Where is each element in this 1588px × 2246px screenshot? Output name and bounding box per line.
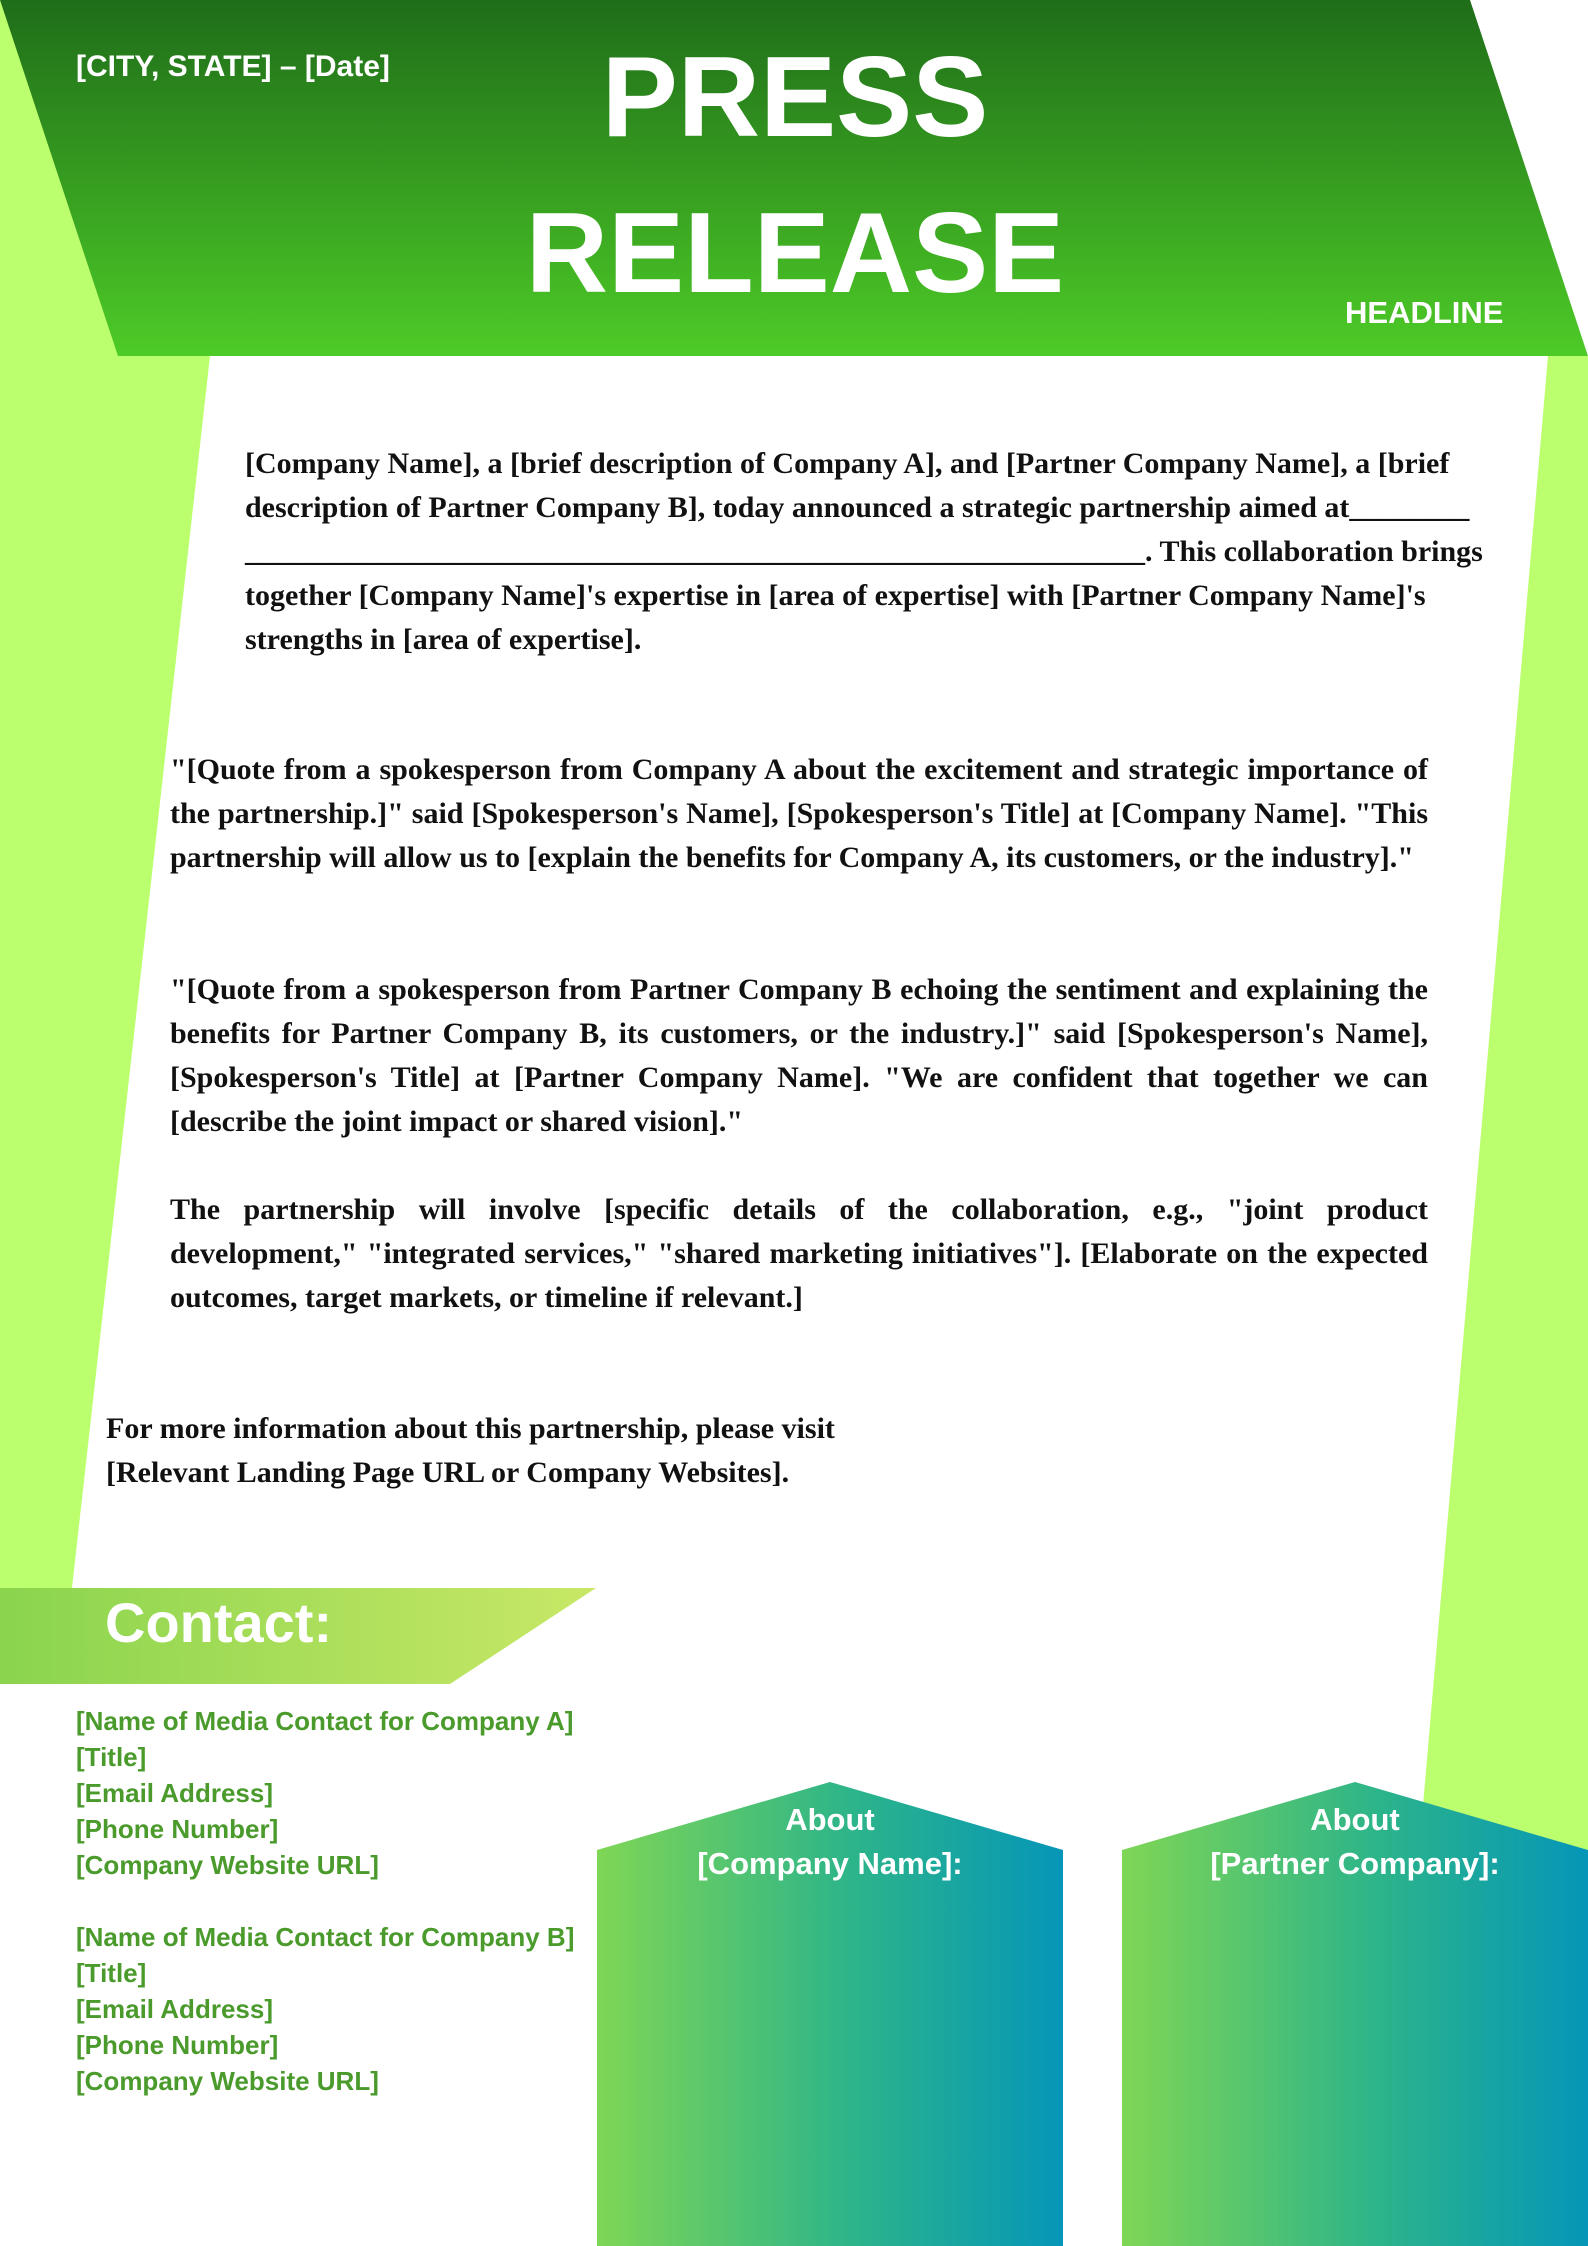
contact-company-a (76, 1703, 636, 1883)
contact-company-b (76, 1919, 636, 2099)
intro-paragraph: [Company Name], a [brief description of Company A], and [Partner Company Name], a [brief description of Partner Company B], today announced a strategic partnership aimed at________ ____________________________________________________________. This collaboration brings together [Company Name]'s expertise in [area of expertise] with [Partner Company Name]'s strengths in [area of expertise]. (245, 447, 1483, 656)
page-title (380, 20, 1210, 332)
contact-a-title: [Title] (76, 1742, 147, 1772)
about-company-line-2: [Company Name]: (697, 1846, 963, 1881)
quote-company-b: "[Quote from a spokesperson from Partner Company B echoing the sentiment and explaining the benefits for Partner Company B, its customers, or the industry.]" said [Spokesperson's Name], [Spokesperson's Title] at [Partner Company Name]. "We are confident that together we can [describe the joint impact or shared vision]." (170, 973, 1428, 1138)
quote-company-a: "[Quote from a spokesperson from Company A about the excitement and strategic importance of the partnership.]" said [Spokesperson's Name], [Spokesperson's Title] at [Company Name]. "This partnership will allow us to [explain the benefits for Company A, its customers, or the industry]." (170, 753, 1428, 874)
title-line-1: PRESS (601, 34, 989, 161)
contact-b-email: [Email Address] (76, 1994, 273, 2024)
contact-b-website: [Company Website URL] (76, 2066, 379, 2096)
city-date: [CITY, STATE] – [Date] (76, 50, 390, 83)
about-company-heading (597, 1798, 1063, 1886)
partnership-details: The partnership will involve [specific details of the collaboration, e.g., "joint product development," "integrated services," "shared marketing initiatives"]. [Elaborate on the expected outcomes, target markets, or timeline if relevant.] (170, 1193, 1428, 1314)
about-partner-heading (1122, 1798, 1588, 1886)
contact-a-phone: [Phone Number] (76, 1814, 279, 1844)
about-company-line-1: About (785, 1802, 875, 1837)
more-info-line-1: For more information about this partnership, please visit (106, 1412, 835, 1445)
contact-b-phone: [Phone Number] (76, 2030, 279, 2060)
contact-a-email: [Email Address] (76, 1778, 273, 1808)
about-partner-line-2: [Partner Company]: (1210, 1846, 1500, 1881)
contact-b-title: [Title] (76, 1958, 147, 1988)
contact-a-name: [Name of Media Contact for Company A] (76, 1706, 574, 1736)
contact-title: Contact: (105, 1591, 333, 1654)
contact-b-name: [Name of Media Contact for Company B] (76, 1922, 575, 1952)
headline-label: HEADLINE (1345, 295, 1504, 330)
contact-a-website: [Company Website URL] (76, 1850, 379, 1880)
more-info (106, 1407, 1006, 1495)
about-partner-line-1: About (1310, 1802, 1400, 1837)
more-info-url: [Relevant Landing Page URL or Company Websites]. (106, 1456, 790, 1489)
title-line-2: RELEASE (525, 190, 1065, 317)
